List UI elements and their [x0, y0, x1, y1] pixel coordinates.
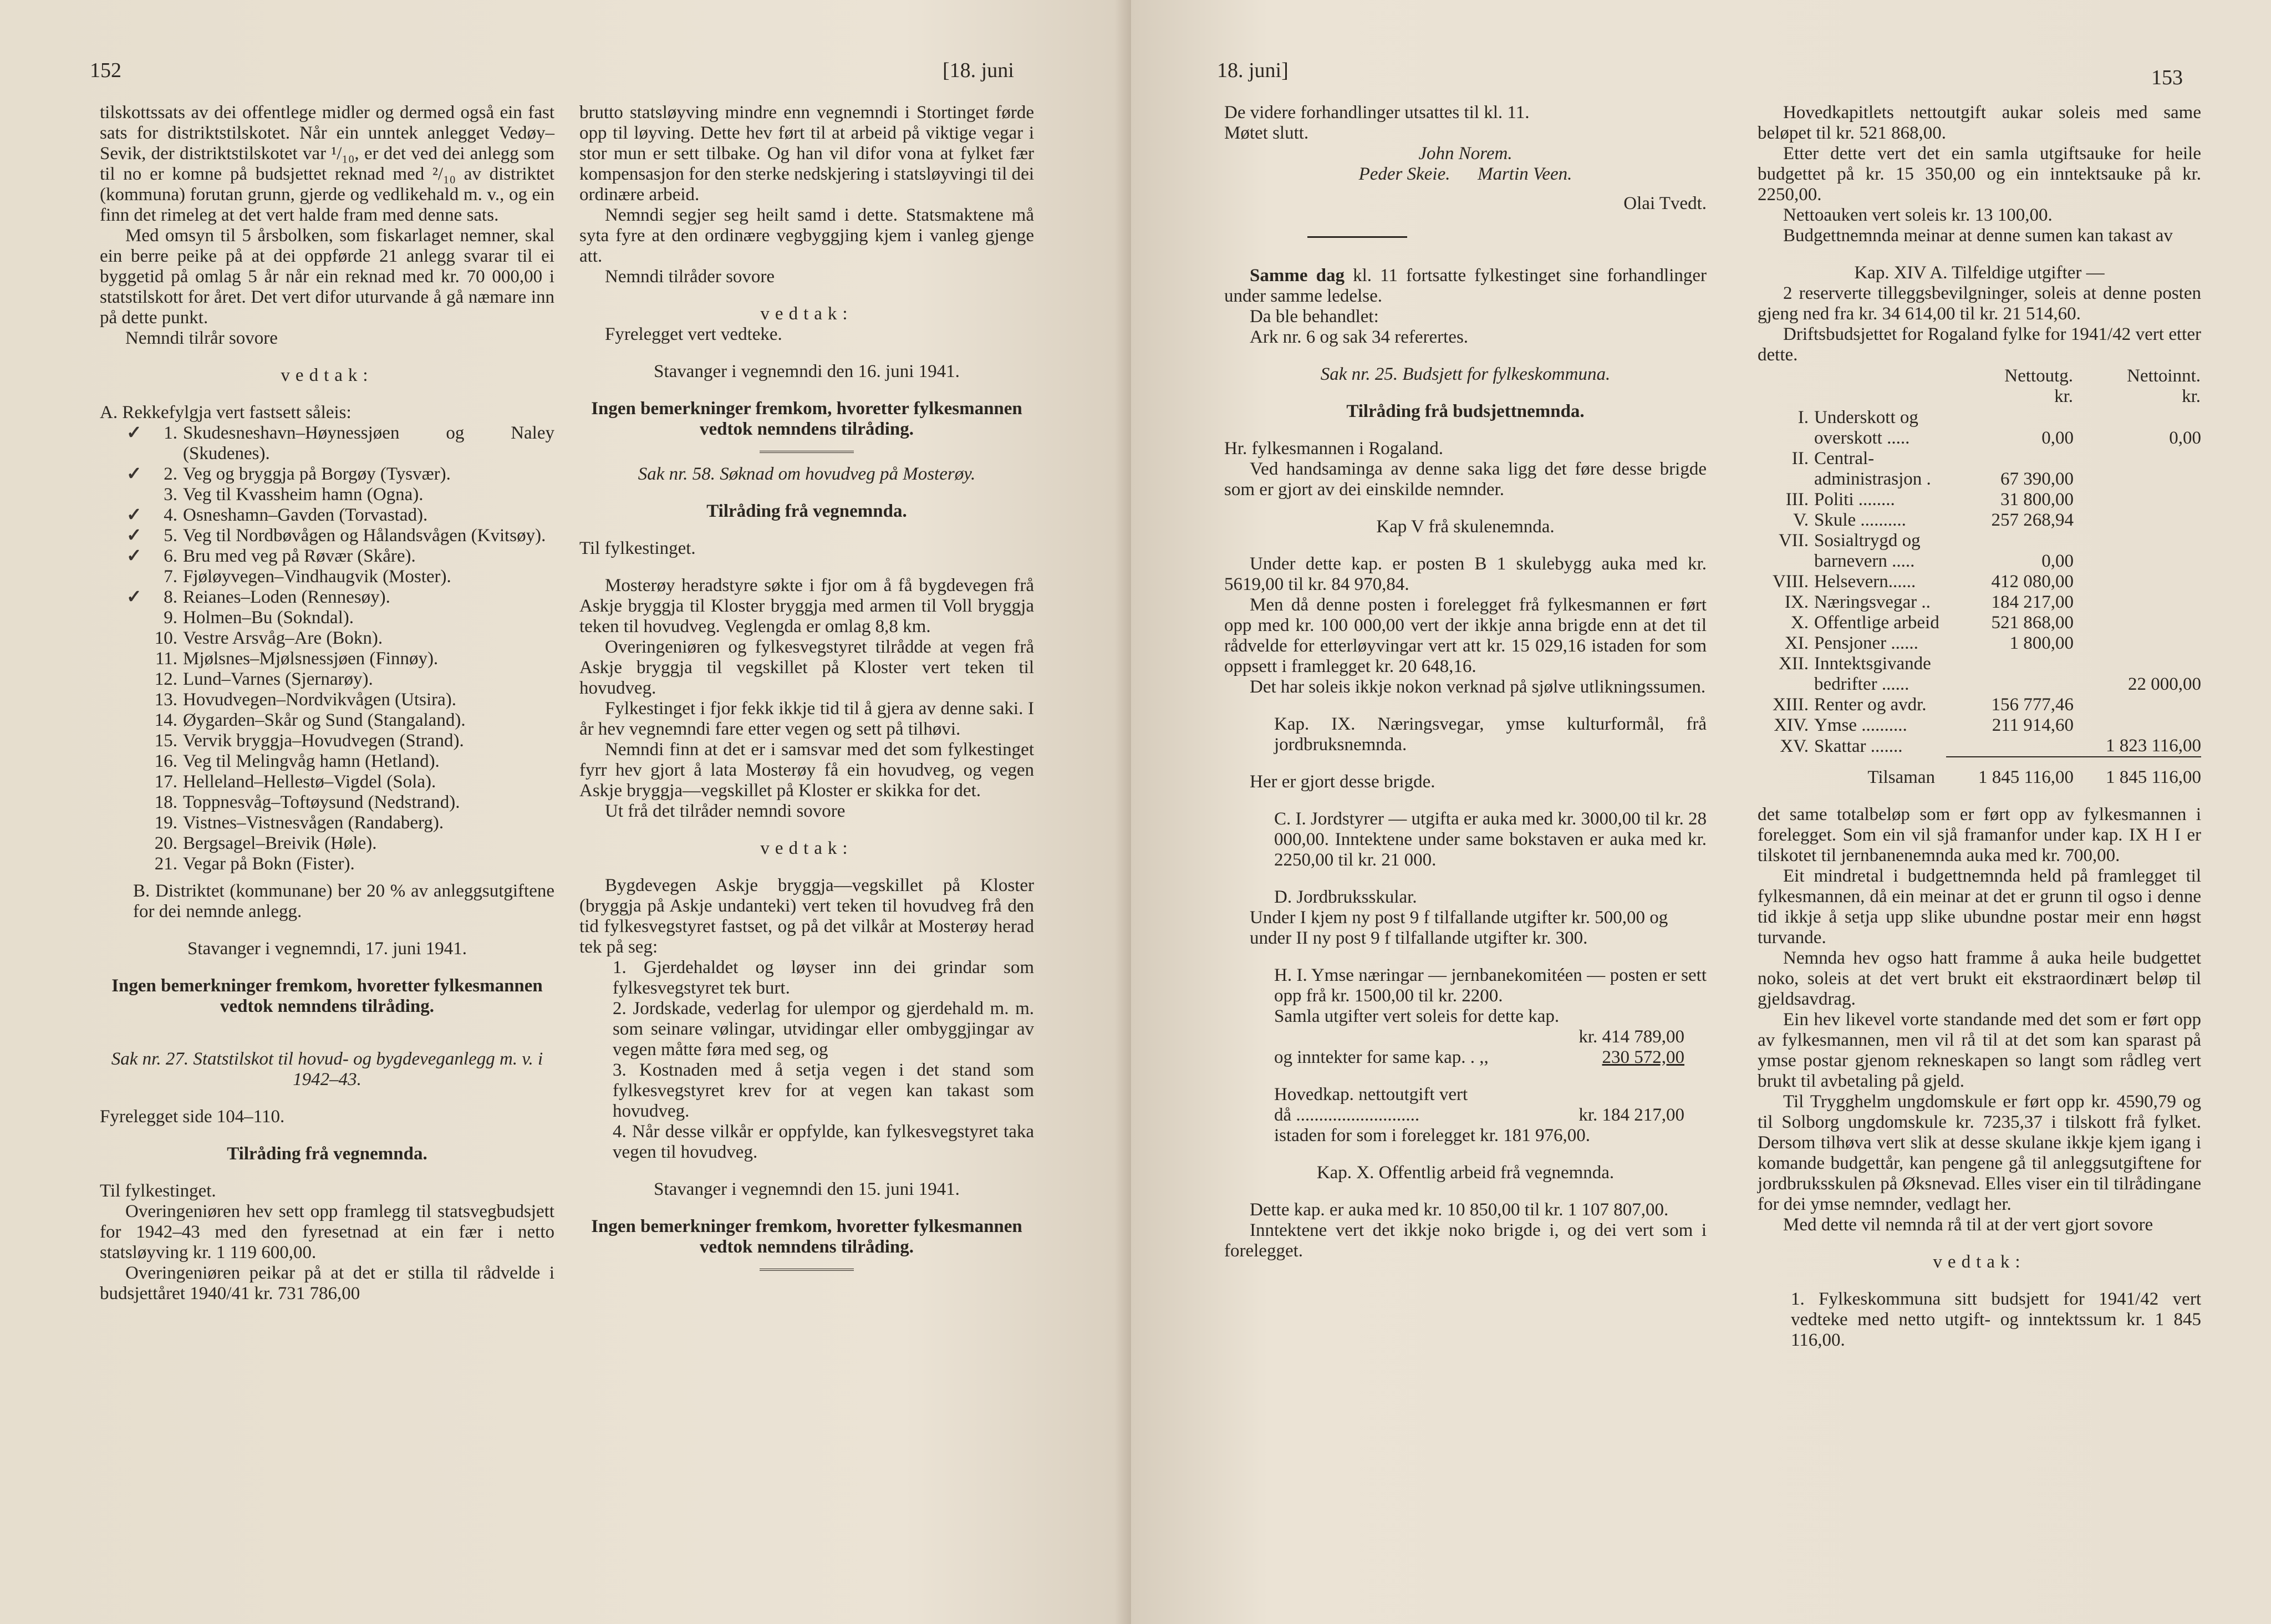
currency-label: kr.	[2054, 386, 2073, 406]
budget-row	[1758, 469, 2201, 490]
budget-net-in: 22 000,00	[2128, 674, 2201, 694]
route-list-item	[100, 485, 554, 505]
budget-row	[1758, 674, 2201, 695]
running-head-right: 18. juni]	[1217, 59, 1289, 82]
budget-label: Helsevern......	[1814, 572, 1916, 592]
paragraph: Under dette kap. er posten B 1 skulebygg auka med kr. 5619,00 til kr. 84 970,84.	[1224, 554, 1707, 594]
paragraph: H. I. Ymse næringar — jernbanekomitéen — posten er sett opp frå kr. 1500,00 til kr. 2200.	[1274, 965, 1707, 1006]
roman-numeral: III.	[1785, 490, 1809, 510]
paragraph: Nemnda hev ogso hatt framme å auka heile budgettet noko, soleis at det vert brukt eit ekstraordinært beløp til gjeldsavdrag.	[1758, 948, 2201, 1009]
budget-row	[1758, 510, 2201, 531]
budget-row	[1758, 592, 2201, 613]
paragraph: Under I kjem ny post 9 f tilfallande utgifter kr. 500,00 og	[1250, 908, 1668, 928]
section-heading: Tilråding frå vegnemnda.	[227, 1144, 427, 1164]
chapter-heading: Kap V frå skulenemnda.	[1376, 517, 1555, 537]
condition-text: Jordskade, vederlag for ulempor og gjerdehald m. m. som seinare vølingar, utvidingar eller ombyggjingar av vegen måtte føra med seg, og	[613, 999, 1034, 1060]
budget-label: Sosialtrygd og	[1814, 531, 1921, 551]
check-mark-icon: ✓	[126, 526, 142, 546]
budget-label: Renter og avdr.	[1814, 695, 1927, 715]
check-mark-icon: ✓	[126, 546, 142, 566]
resolution-item: 1. Fylkeskommuna sitt budsjett for 1941/42 vert vedteke med netto utgift- og inntektssum kr. 1 845 116,00.	[1791, 1289, 2201, 1350]
paragraph-text: kl. 11 fortsatte fylkestinget sine forhandlinger under samme ledelse.	[1224, 266, 1707, 306]
section-heading: Tilråding frå budsjettnemnda.	[1346, 401, 1585, 421]
paragraph: Fyrelegget side 104–110.	[100, 1107, 285, 1127]
column-header	[1946, 365, 2074, 408]
budget-row	[1758, 736, 2201, 757]
route-list-item	[100, 567, 554, 587]
paragraph: under II ny post 9 f tilfallande utgifter kr. 300.	[1250, 928, 1588, 948]
budget-label: Ymse ..........	[1814, 715, 1907, 735]
budget-net-in	[2074, 490, 2201, 510]
paragraph: Møtet slutt.	[1224, 123, 1309, 143]
list-text: Skudesneshavn–Høynessjøen og Naley (Skudenes).	[183, 423, 554, 464]
bold-note: Ingen bemerkninger fremkom, hvoretter fylkesmannen vedtok nemndens tilråding.	[111, 976, 543, 1016]
budget-label: Pensjoner ......	[1814, 633, 1918, 653]
paragraph: Samla utgifter vert soleis for dette kap.	[1274, 1006, 1560, 1026]
list-number: 2.	[164, 464, 177, 484]
bold-note: Ingen bemerkninger fremkom, hvoretter fylkesmannen vedtok nemndens tilråding.	[591, 399, 1022, 439]
list-number: 14.	[154, 710, 177, 730]
list-text: Lund–Varnes (Sjernarøy).	[183, 669, 373, 689]
list-text: Mjølsnes–Mjølsnessjøen (Finnøy).	[183, 649, 439, 669]
route-list-item	[100, 628, 554, 649]
roman-numeral	[1758, 674, 1814, 695]
condition-number: 1.	[613, 958, 627, 978]
paragraph: Til fylkestinget.	[579, 538, 696, 558]
condition-item	[579, 999, 1034, 1060]
paragraph: Overingeniøren og fylkesvegstyret tilrådde at vegen frå Askje bryggja til vegskillet på Kloster vert teken til hovudveg.	[579, 637, 1034, 698]
roman-numeral: XV.	[1780, 736, 1809, 756]
list-text: Vistnes–Vistnesvågen (Randaberg).	[183, 813, 444, 833]
total-label: Tilsaman	[1867, 767, 1935, 787]
budget-net-in	[2074, 510, 2201, 531]
paragraph: Nemndi tilrår sovore	[125, 328, 278, 348]
paragraph: Ved handsaminga av denne saka ligg det føre desse brigde som er gjort av dei einskilde nemnder.	[1224, 459, 1707, 500]
right-page	[1131, 0, 2271, 1624]
route-list-item	[100, 546, 554, 567]
budget-label: administrasjon .	[1814, 469, 1931, 489]
budget-net-out: 67 390,00	[2000, 469, 2074, 489]
left-column-2	[579, 103, 1034, 1282]
paragraph: Dette kap. er auka med kr. 10 850,00 til kr. 1 107 807,00.	[1250, 1200, 1669, 1220]
amount: kr. 414 789,00	[1579, 1027, 1684, 1047]
budget-row	[1758, 715, 2201, 736]
check-mark-icon: ✓	[126, 423, 142, 443]
roman-numeral: XII.	[1778, 654, 1809, 674]
list-number: 4.	[164, 505, 177, 525]
budget-label: Skule ..........	[1814, 510, 1906, 530]
budget-net-in	[2074, 449, 2201, 469]
paragraph	[1224, 266, 1707, 307]
column-header-text: Nettoinnt.	[2127, 366, 2201, 386]
budget-net-in	[2074, 613, 2201, 633]
list-text: Holmen–Bu (Sokndal).	[183, 608, 354, 628]
list-number: 18.	[154, 792, 177, 812]
budget-label: Underskott og	[1814, 408, 1918, 427]
list-text: Veg og bryggja på Borgøy (Tysvær).	[183, 464, 451, 484]
paragraph: De videre forhandlinger utsattes til kl. 11.	[1224, 103, 1530, 123]
budget-row	[1758, 633, 2201, 654]
total-out: 1 845 116,00	[1946, 757, 2074, 788]
budget-net-out: 0,00	[2041, 551, 2074, 571]
route-list-item	[100, 792, 554, 813]
budget-net-out	[1946, 674, 2074, 695]
paragraph: Da ble behandlet:	[1250, 307, 1379, 327]
budget-label: overskott .....	[1814, 428, 1910, 448]
budget-net-out: 31 800,00	[2000, 490, 2074, 510]
route-list-item	[100, 813, 554, 833]
list-number: 8.	[164, 587, 177, 607]
route-list-item	[100, 833, 554, 854]
paragraph: Nettoauken vert soleis kr. 13 100,00.	[1783, 205, 2053, 225]
paragraph: C. I. Jordstyrer — utgifta er auka med kr. 3000,00 til kr. 28 000,00. Inntektene under same bokstaven er auka med kr. 2250,00 til kr. 21 000.	[1274, 809, 1707, 870]
paragraph: Overingeniøren peikar på at det er stilla til rådvelde i budsjettåret 1940/41 kr. 731 786,00	[100, 1263, 554, 1304]
paragraph: Nemndi tilråder sovore	[605, 267, 775, 287]
roman-numeral: VIII.	[1772, 572, 1809, 592]
list-number: 12.	[154, 669, 177, 689]
roman-numeral: XI.	[1784, 633, 1809, 653]
budget-net-in	[2074, 695, 2201, 715]
paragraph: Det har soleis ikkje nokon verknad på sjølve utlikningssumen.	[1250, 677, 1706, 697]
condition-text: Kostnaden med å setja vegen i det stand som fylkesvegstyret krev for at vegen kan takast som hovudveg.	[613, 1060, 1034, 1121]
route-list-item	[100, 526, 554, 546]
list-text: Vervik bryggja–Hovudvegen (Strand).	[183, 731, 464, 751]
paragraph: 2 reserverte tilleggsbevilgninger, soleis at denne posten gjeng ned fra kr. 34 614,00 til kr. 21 514,60.	[1758, 283, 2201, 324]
signature-line: Stavanger i vegnemndi, 17. juni 1941.	[187, 939, 467, 959]
amount-row	[1224, 1047, 1707, 1068]
route-priority-list	[100, 423, 554, 874]
paragraph: Ark nr. 6 og sak 34 referertes.	[1250, 327, 1469, 347]
budget-net-out: 0,00	[2041, 428, 2074, 448]
budget-row	[1758, 551, 2201, 572]
list-number: 3.	[164, 485, 177, 505]
list-text: Bru med veg på Røvær (Skåre).	[183, 546, 416, 566]
bold-lead: Samme dag	[1250, 266, 1345, 286]
budget-label: bedrifter ......	[1814, 674, 1910, 694]
column-header-text: Nettoutg.	[2004, 366, 2073, 386]
roman-numeral: V.	[1793, 510, 1809, 530]
budget-net-out	[1946, 408, 2074, 428]
currency-label: kr.	[2182, 386, 2201, 406]
budget-table	[1758, 365, 2201, 788]
paragraph: tilskottssats av dei offentlege midler og dermed også ein fast sats for distriktstilskotet. Når ein unntek anlegget Vedøy–Sevik, der distriktstilskotet var ¹/₁₀, er det ved dei anlegg som til no er komne på budsjettet reknad med ²/₁₀ av distriktet (kommuna) forutan grunn, gjerde og vedlikehald m. v., og ein finn det rimeleg at det vert halde fram med denne sats.	[100, 103, 554, 225]
condition-number: 2.	[613, 999, 627, 1019]
budget-net-out: 1 800,00	[2009, 633, 2074, 653]
page-number-right: 153	[2151, 66, 2183, 89]
route-list-item	[100, 464, 554, 485]
route-list-item	[100, 731, 554, 751]
budget-label: Central-	[1814, 449, 1875, 469]
signature-name: Olai Tvedt.	[1623, 194, 1707, 213]
column-header	[2074, 365, 2201, 408]
roman-numeral: XIII.	[1772, 695, 1809, 715]
divider	[1307, 236, 1407, 238]
roman-numeral	[1758, 428, 1814, 449]
right-column-2	[1758, 103, 2201, 1351]
budget-net-out: 184 217,00	[1991, 592, 2074, 612]
budget-net-out: 257 268,94	[1991, 510, 2074, 530]
amount: 230 572,00	[1602, 1047, 1684, 1067]
paragraph: Her er gjort desse brigde.	[1250, 772, 1435, 792]
list-text: Hovudvegen–Nordvikvågen (Utsira).	[183, 690, 457, 710]
budget-net-in	[2074, 551, 2201, 572]
roman-numeral: II.	[1791, 449, 1809, 469]
divider	[760, 1269, 854, 1271]
budget-label: Politi ........	[1814, 490, 1895, 510]
total-in: 1 845 116,00	[2074, 757, 2201, 788]
budget-net-in	[2074, 592, 2201, 613]
chapter-heading: Kap. XIV A. Tilfeldige utgifter —	[1854, 263, 2105, 283]
left-page	[0, 0, 1131, 1624]
paragraph: D. Jordbruksskular.	[1274, 887, 1417, 907]
roman-numeral: IX.	[1784, 592, 1809, 612]
list-text: Helleland–Hellestø–Vigdel (Sola).	[183, 772, 436, 792]
conditions-list	[579, 958, 1034, 1163]
paragraph: Budgettnemnda meinar at denne sumen kan takast av	[1783, 226, 2173, 246]
list-number: 10.	[154, 628, 177, 648]
condition-item	[579, 1122, 1034, 1163]
budget-row	[1758, 654, 2201, 674]
list-number: 20.	[154, 833, 177, 853]
signature-name: Peder Skeie.	[1358, 164, 1450, 184]
list-number: 11.	[155, 649, 177, 669]
list-text: Osneshamn–Gavden (Torvastad).	[183, 505, 428, 525]
budget-net-in	[2074, 572, 2201, 592]
budget-net-in	[2074, 531, 2201, 551]
budget-net-in	[2074, 654, 2201, 674]
paragraph: Men då denne posten i forelegget frå fylkesmannen er ført opp med kr. 100 000,00 vert der ikkje anna brigde enn at det til rådvelde for etterløyvingar vert att kr. 15 029,16 istaden for som oppsett i framlegget kr. 20 648,16.	[1224, 595, 1707, 676]
route-list-item	[100, 608, 554, 628]
route-list-item	[100, 423, 554, 464]
budget-net-in	[2074, 633, 2201, 654]
vedtak-heading: vedtak:	[1933, 1252, 2026, 1272]
route-list-item	[100, 505, 554, 526]
paragraph: Fyrelegget vert vedteke.	[605, 324, 782, 344]
list-number: 15.	[154, 731, 177, 751]
paragraph: Med omsyn til 5 årsbolken, som fiskarlaget nemner, skal ein berre peike på at dei oppførde 21 anlegg svarar til ei byggetid på omlag 5 år når ein reknad med kr. 70 000,00 i statstilskott for året. Det vert difor uturvande å gå næmare inn på dette punkt.	[100, 226, 554, 328]
paragraph: Inntektene vert det ikkje noko brigde i, og dei vert som i forelegget.	[1224, 1220, 1707, 1261]
budget-row	[1758, 408, 2201, 428]
roman-numeral	[1758, 551, 1814, 572]
paragraph: Hr. fylkesmannen i Rogaland.	[1224, 439, 1444, 459]
budget-net-in	[2074, 469, 2201, 490]
signature-name: John Norem.	[1418, 144, 1513, 164]
vedtak-heading: vedtak:	[760, 838, 853, 858]
budget-label: Offentlige arbeid	[1814, 613, 1939, 633]
paragraph: Mosterøy heradstyre søkte i fjor om å få bygdevegen frå Askje bryggja til Kloster bryggja med armen til Voll bryggja teken til hovudveg. Veglengda er omlag 8,8 km.	[579, 576, 1034, 637]
route-list-item	[100, 751, 554, 772]
paragraph: det same totalbeløp som er ført opp av fylkesmannen i forelegget. Som ein vil sjå framanfor under kap. IX H I er tilskotet til jernbanenemnda auka med kr. 700,00.	[1758, 805, 2201, 866]
paragraph: Fylkestinget i fjor fekk ikkje tid til å gjera av denne saki. I år hev vegnemndi fare etter vegen og sett på tilhøvi.	[579, 699, 1034, 739]
signature-name: Martin Veen.	[1477, 164, 1572, 184]
left-column-1	[100, 103, 554, 1304]
paragraph: Driftsbudsjettet for Rogaland fylke for 1941/42 vert etter dette.	[1758, 324, 2201, 365]
list-number: 5.	[164, 526, 177, 546]
case-title: Sak nr. 58. Søknad om hovudveg på Mosterøy.	[638, 464, 976, 484]
budget-net-in	[2074, 715, 2201, 736]
budget-row	[1758, 490, 2201, 510]
amount-label: og inntekter for same kap. . ,,	[1274, 1047, 1489, 1067]
list-number: 13.	[154, 690, 177, 710]
budget-net-in: 0,00	[2169, 428, 2201, 448]
case-title: Sak nr. 25. Budsjett for fylkeskommuna.	[1320, 364, 1611, 384]
list-text: Vestre Arsvåg–Are (Bokn).	[183, 628, 383, 648]
list-text: Reianes–Loden (Rennesøy).	[183, 587, 390, 607]
list-number: 7.	[164, 567, 177, 587]
paragraph: Hovedkap. nettoutgift vert	[1274, 1085, 1468, 1104]
roman-numeral: X.	[1790, 613, 1809, 633]
budget-total-row	[1758, 757, 2201, 788]
signature-line: Stavanger i vegnemndi den 15. juni 1941.	[654, 1179, 960, 1199]
list-text: Veg til Melingvåg hamn (Hetland).	[183, 751, 440, 771]
budget-row	[1758, 572, 2201, 592]
roman-numeral: XIV.	[1774, 715, 1809, 735]
list-text: Øygarden–Skår og Sund (Stangaland).	[183, 710, 466, 730]
route-list-item	[100, 710, 554, 731]
bold-note: Ingen bemerkninger fremkom, hvoretter fylkesmannen vedtok nemndens tilråding.	[591, 1216, 1022, 1257]
budget-row	[1758, 695, 2201, 715]
route-list-item	[100, 587, 554, 608]
condition-text: Gjerdehaldet og løyser inn dei grindar som fylkesvegstyret tek burt.	[613, 958, 1034, 998]
list-number: 16.	[154, 751, 177, 771]
roman-numeral: I.	[1798, 408, 1809, 427]
budget-label: Inntektsgivande	[1814, 654, 1931, 674]
paragraph: Hovedkapitlets nettoutgift aukar soleis med same beløpet til kr. 521 868,00.	[1758, 103, 2201, 143]
list-heading: A. Rekkefylgja vert fastsett såleis:	[100, 403, 352, 422]
budget-net-out: 211 914,60	[1992, 715, 2074, 735]
paragraph: Etter dette vert det ein samla utgiftsauke for heile budgettet på kr. 15 350,00 og ein inntektsauke på kr. 2250,00.	[1758, 144, 2201, 205]
roman-numeral: VII.	[1778, 531, 1809, 551]
signature-names	[1224, 164, 1707, 185]
paragraph: Bygdevegen Askje bryggja—vegskillet på Kloster (bryggja på Askje undanteki) vert teken til hovudveg frå den tid fylkesvegstyret fastset, og på det vilkår at Mosterøy herad tek på seg:	[579, 875, 1034, 957]
list-text: Fjøløyvegen–Vindhaugvik (Moster).	[183, 567, 451, 587]
budget-net-out	[1946, 531, 2074, 551]
list-text: Bergsagel–Breivik (Høle).	[183, 833, 377, 853]
right-column-1	[1224, 103, 1707, 1261]
check-mark-icon: ✓	[126, 505, 142, 525]
paragraph: Til Trygghelm ungdomskule er ført opp kr. 4590,79 og til Solborg ungdomskule kr. 7235,37 i tilskott frå fylket. Dersom tilhøva vert slik at desse skulane ikkje kjem igang i komande budgettår, kan pengene gå til anleggsutgiftene for jordbruksskulen på Øksnevad. Elles viser ein til tilrådingane for dei ymse nemnder, vedlagt her.	[1758, 1092, 2201, 1214]
budget-row	[1758, 428, 2201, 449]
amount: kr. 184 217,00	[1579, 1105, 1684, 1125]
paragraph: istaden for som i forelegget kr. 181 976,00.	[1274, 1126, 1591, 1146]
vedtak-heading: vedtak:	[281, 365, 374, 385]
roman-numeral	[1758, 469, 1814, 490]
route-list-item	[100, 649, 554, 669]
list-text: Veg til Kvassheim hamn (Ogna).	[183, 485, 424, 505]
route-list-item	[100, 669, 554, 690]
condition-item	[579, 958, 1034, 999]
paragraph: Overingeniøren hev sett opp framlegg til statsvegbudsjett for 1942–43 med den fyresetnad at ein fær i netto statsløyving kr. 1 119 600,00.	[100, 1202, 554, 1262]
route-list-item	[100, 772, 554, 792]
budget-net-in: 1 823 116,00	[2105, 736, 2201, 756]
paragraph: B. Distriktet (kommunane) ber 20 % av anleggsutgiftene for dei nemnde anlegg.	[133, 881, 554, 922]
budget-net-out	[1946, 449, 2074, 469]
budget-row	[1758, 449, 2201, 469]
list-number: 19.	[154, 813, 177, 833]
section-heading: Tilråding frå vegnemnda.	[706, 501, 907, 521]
list-number: 6.	[164, 546, 177, 566]
running-head-left: [18. juni	[943, 59, 1014, 82]
check-mark-icon: ✓	[126, 464, 142, 484]
paragraph: Nemndi segjer seg heilt samd i dette. Statsmaktene må syta fyre at den ordinære vegbyggjing kjem i vanleg gjenge att.	[579, 205, 1034, 266]
paragraph: Nemndi finn at det er i samsvar med det som fylkestinget fyrr hev gjort å lata Mosterøy få ein hovudveg, og vegen Askje bryggja—vegskillet på Kloster er skikka for det.	[579, 740, 1034, 801]
list-number: 1.	[164, 423, 177, 443]
list-text: Vegar på Bokn (Fister).	[183, 854, 355, 874]
amount-label: då ...........................	[1274, 1105, 1420, 1125]
check-mark-icon: ✓	[126, 587, 142, 607]
budget-net-in	[2074, 408, 2201, 428]
budget-net-out	[1946, 736, 2074, 757]
divider	[760, 451, 854, 453]
paragraph: Til fylkestinget.	[100, 1181, 216, 1201]
condition-number: 3.	[613, 1060, 627, 1080]
budget-row	[1758, 613, 2201, 633]
signature-line: Stavanger i vegnemndi den 16. juni 1941.	[654, 362, 960, 381]
condition-text: Når desse vilkår er oppfylde, kan fylkesvegstyret taka vegen til hovudveg.	[613, 1122, 1034, 1162]
vedtak-heading: vedtak:	[760, 304, 853, 324]
budget-row	[1758, 531, 2201, 551]
list-number: 21.	[154, 854, 177, 874]
route-list-item	[100, 854, 554, 874]
budget-net-out	[1946, 654, 2074, 674]
chapter-heading: Kap. IX. Næringsvegar, ymse kulturformål, frå jordbruksnemnda.	[1274, 714, 1707, 755]
route-list-item	[100, 690, 554, 710]
list-number: 17.	[154, 772, 177, 792]
paragraph: brutto statsløyving mindre enn vegnemndi i Stortinget førde opp til løyving. Dette hev ført til at arbeid på viktige vegar i stor mun er sett tilbake. Og han vil difor vona at fylket fær kompensasjon for den sterke nedskjering i statsløyvingi til dei ordinære arbeid.	[579, 103, 1034, 205]
paragraph: Med dette vil nemnda rå til at der vert gjort sovore	[1783, 1215, 2153, 1235]
chapter-heading: Kap. X. Offentlig arbeid frå vegnemnda.	[1316, 1163, 1615, 1183]
budget-net-out: 521 868,00	[1991, 613, 2074, 633]
paragraph: Ein hev likevel vorte standande med det som er ført opp av fylkesmannen, men vil rå til at det som kan sparast på ymse postar gjenom rekneskapen so langt som rådleg vert brukt til avbetaling på gjeld.	[1758, 1010, 2201, 1091]
budget-label: Skattar .......	[1814, 736, 1903, 756]
page-number-left: 152	[90, 59, 121, 82]
paragraph: Ut frå det tilråder nemndi sovore	[605, 801, 846, 821]
list-number: 9.	[164, 608, 177, 628]
amount-row	[1224, 1105, 1707, 1126]
budget-net-out: 156 777,46	[1991, 695, 2074, 715]
budget-header-row	[1758, 365, 2201, 408]
condition-number: 4.	[613, 1122, 627, 1142]
paragraph: Eit mindretal i budgettnemnda held på framlegget til fylkesmannen, då ein meinar at det er grunn til ogso i denne tid ikkje å setja upp slike ubundne postar meir enn høgst turvande.	[1758, 866, 2201, 948]
budget-label: barnevern .....	[1814, 551, 1915, 571]
list-text: Veg til Nordbøvågen og Hålandsvågen (Kvitsøy).	[183, 526, 546, 546]
case-title: Sak nr. 27. Statstilskot til hovud- og bygdeveganlegg m. v. i 1942–43.	[111, 1049, 543, 1090]
condition-item	[579, 1060, 1034, 1122]
list-text: Toppnesvåg–Toftøysund (Nedstrand).	[183, 792, 460, 812]
budget-label: Næringsvegar ..	[1814, 592, 1931, 612]
budget-net-out: 412 080,00	[1991, 572, 2074, 592]
